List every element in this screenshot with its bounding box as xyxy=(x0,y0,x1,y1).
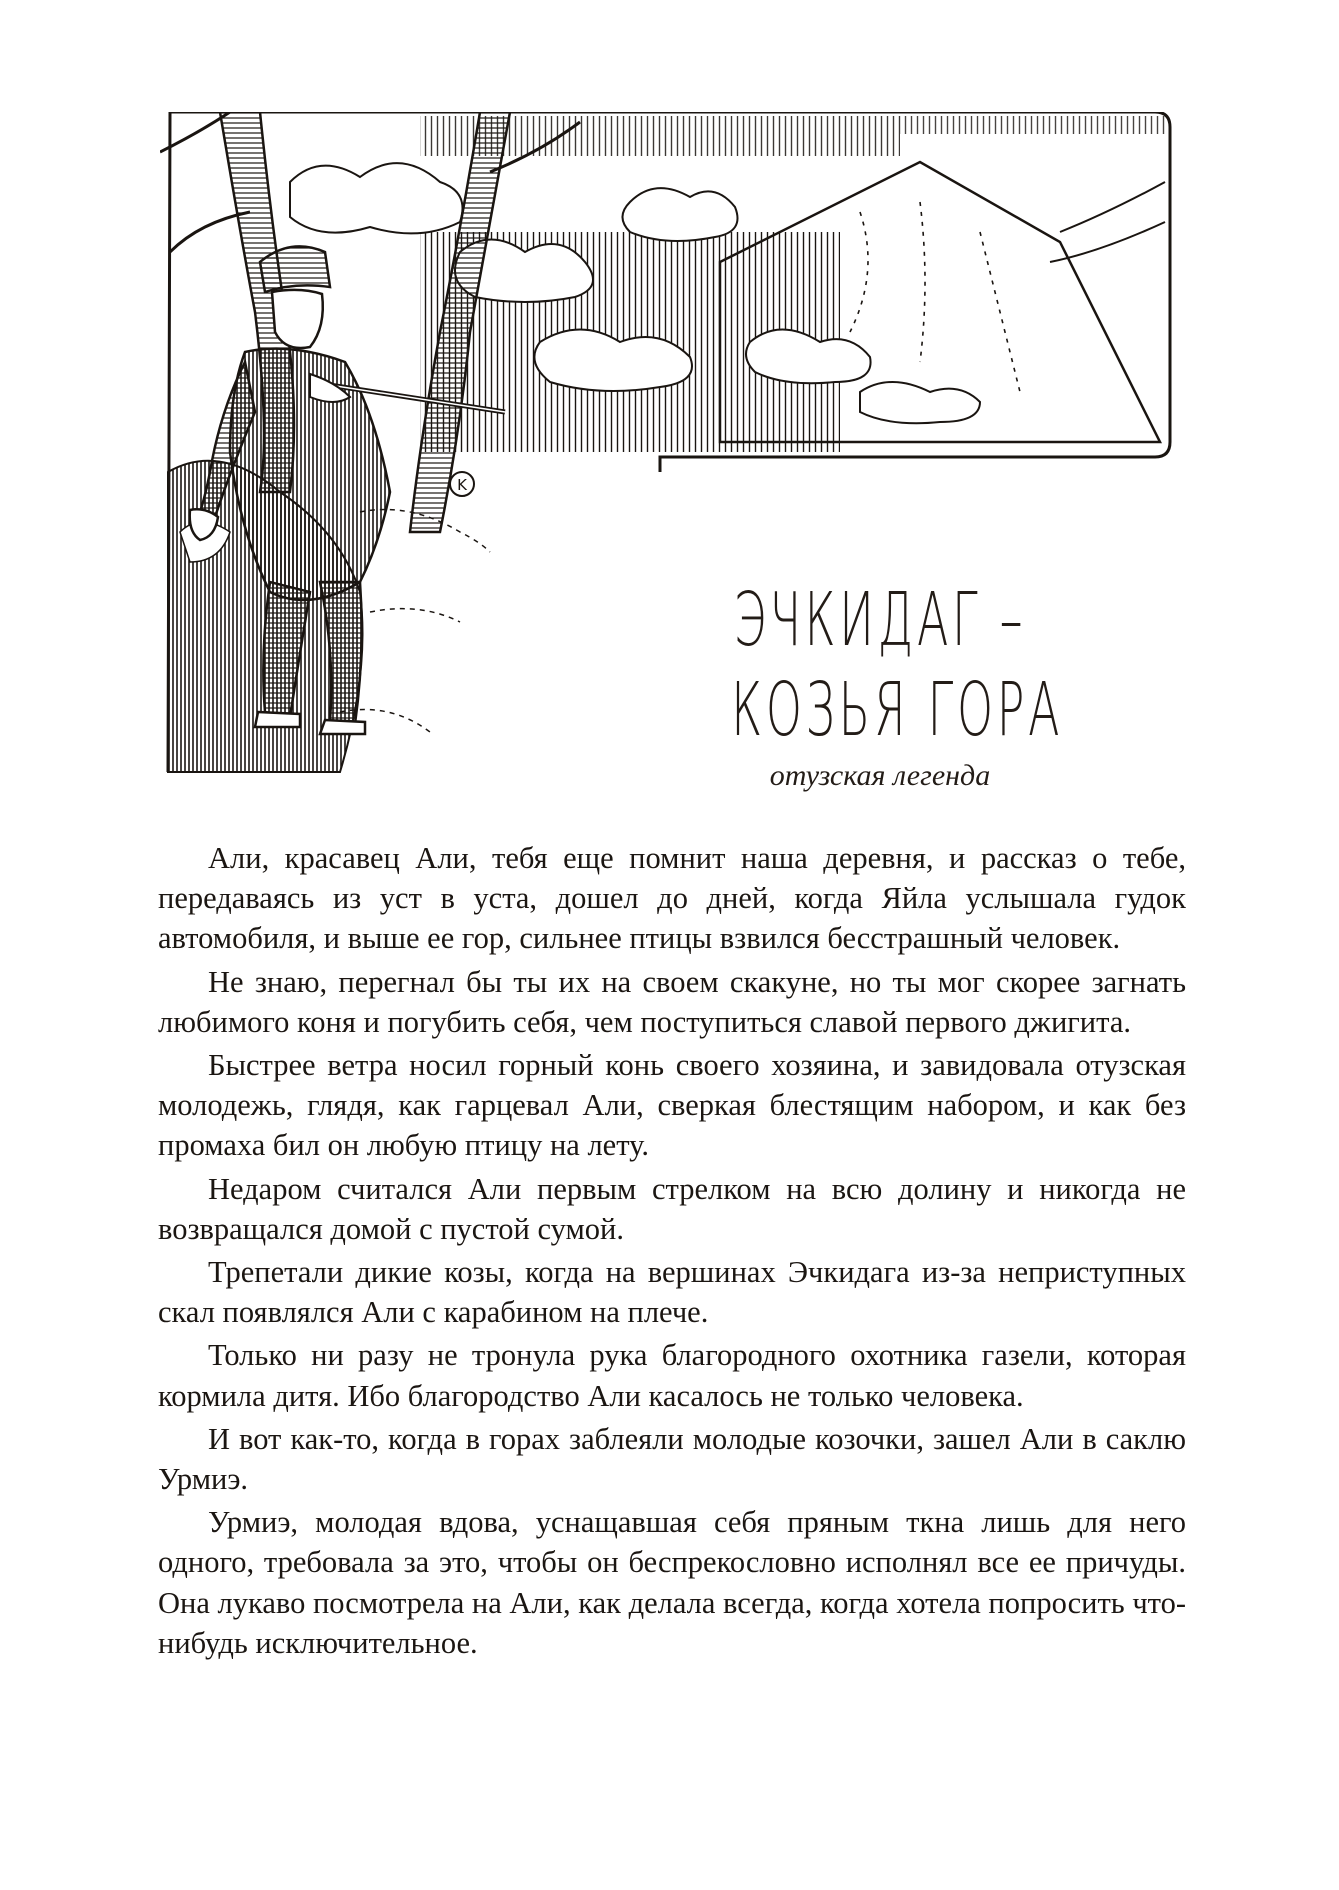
paragraph: Недаром считался Али первым стрелком на всю долину и никогда не возвращался домой с пустой сумой. xyxy=(158,1171,1186,1246)
title-line-1: ЭЧКИДАГ – xyxy=(733,577,1027,663)
paragraph: Быстрее ветра носил горный конь своего хозяина, и завидовала отузская молодежь, глядя, как гарцевал Али, сверкая блестящим набором, и как без промаха бил он любую птицу на лету. xyxy=(158,1048,1186,1163)
paragraph: Только ни разу не тронула рука благородного охотника газели, которая кормила дитя. Ибо благородство Али касалось не только человека. xyxy=(158,1338,1186,1413)
paragraph: Али, красавец Али, тебя еще помнит наша деревня, и рассказ о тебе, передаваясь из уст в уста, дошел до дней, когда Яйла услышала гудок автомобиля, и выше ее гор, сильнее птицы взвился бесстрашный человек. xyxy=(158,841,1186,956)
paragraph: И вот как-то, когда в горах заблеяли молодые козочки, зашел Али в саклю Урмиэ. xyxy=(158,1421,1186,1497)
paragraph: Трепетали дикие козы, когда на вершинах Эчкидага из-за неприступных скал появлялся Али с карабином на плече. xyxy=(158,1255,1186,1330)
subtitle: отузская легенда xyxy=(769,759,991,792)
title-line-2: КОЗЬЯ ГОРА xyxy=(731,667,1064,753)
body-text xyxy=(158,838,1186,1666)
paragraph: Не знаю, перегнал бы ты их на своем скакуне, но ты мог скорее загнать любимого коня и погубить себя, чем поступиться славой первого джигита. xyxy=(158,964,1186,1039)
monogram-icon xyxy=(450,472,474,496)
svg-text:K: K xyxy=(457,476,467,494)
title-block xyxy=(640,575,1120,793)
paragraph: Урмиэ, молодая вдова, уснащавшая себя пряным ткна лишь для него одного, требовала за это, чтобы он беспрекословно исполнял все ее причуды. Она лукаво посмотрела на Али, как делала всегда, когда хотела попросить что-нибудь исключительное. xyxy=(158,1505,1186,1660)
